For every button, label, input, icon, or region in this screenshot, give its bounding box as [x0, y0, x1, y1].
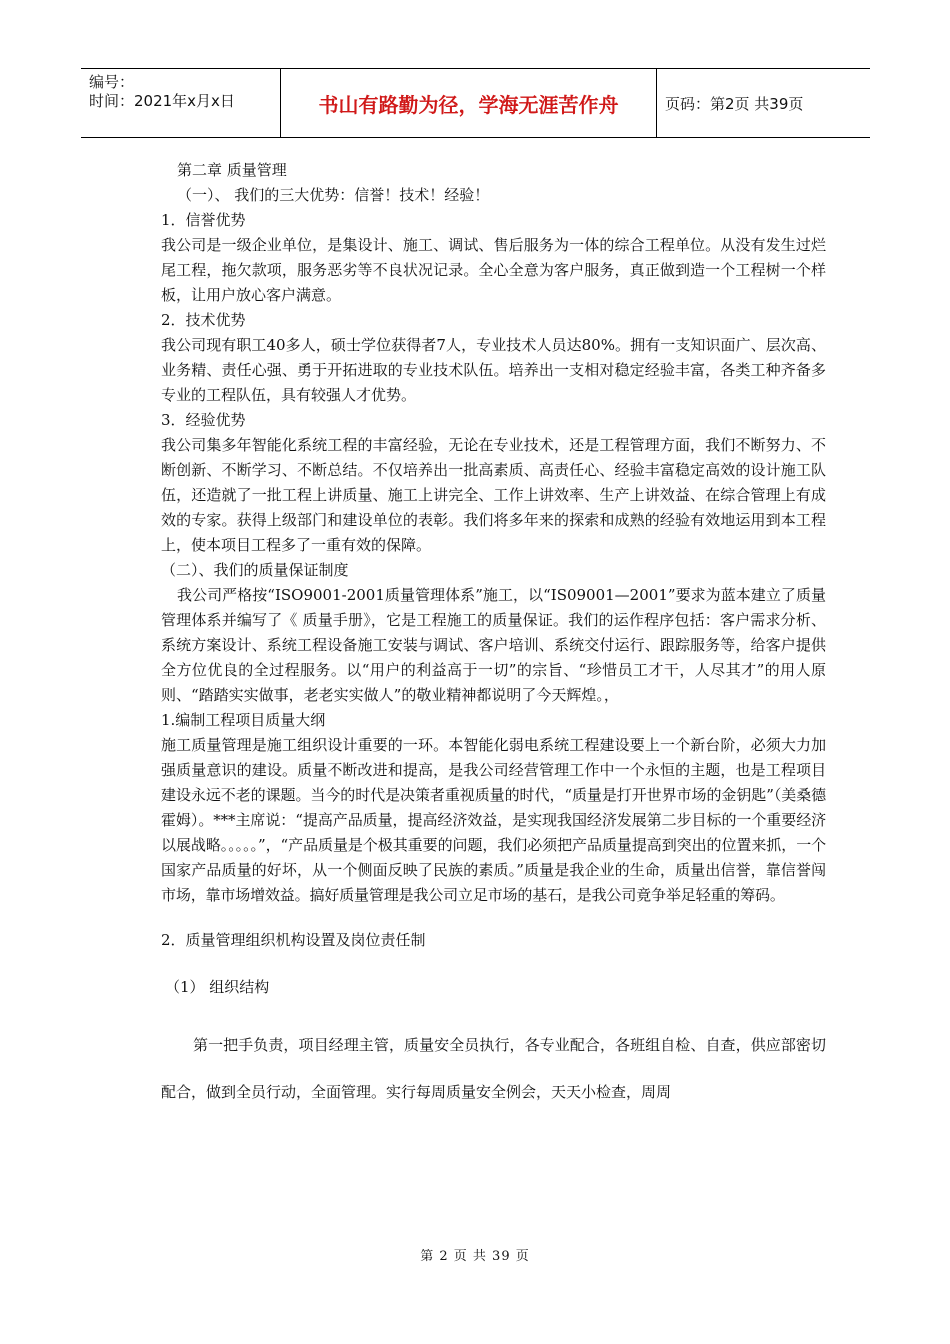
paragraph-quality-outline: 施工质量管理是施工组织设计重要的一环。本智能化弱电系统工程建设要上一个新台阶，必须大力加强质量意识的建设。质量不断改进和提高，是我公司经营管理工作中一个永恒的主题，也是工程项目建设永远不老的课题。当今的时代是决策者重视质量的时代，“质量是打开世界市场的金钥匙”（美桑德霍姆）。***主席说：“提高产品质量，提高经济效益，是实现我国经济发展第二步目标的一个重要经济以展战略。。。。。”，“产品质量是个极其重要的问题，我们必须把产品质量提高到突出的位置来抓，一个国家产品质量的好坏，从一个侧面反映了民族的素质。”质量是我企业的生命，质量出信誉，靠信誉闯市场，靠市场增效益。搞好质量管理是我公司立足市场的基石，是我公司竟争举足轻重的筹码。	[161, 736, 826, 904]
subsection-heading-structure: （1） 组织结构	[165, 978, 270, 996]
document-body	[161, 158, 826, 1116]
paragraph-technology: 我公司现有职工40多人，硕士学位获得者7人，专业技术人员达80%。拥有一支知识面广、层次高、业务精、责任心强、勇于开拓进取的专业技术队伍。培养出一支相对稳定经验丰富，各类工种齐备多专业的工程队伍，具有较强人才优势。	[161, 336, 826, 404]
section-heading-advantages: （一）、 我们的三大优势：信誉！技术！经验！	[177, 186, 490, 204]
section-heading-organization: 2．质量管理组织机构设置及岗位责任制	[161, 931, 426, 949]
header-meta	[81, 69, 281, 137]
item-heading-experience: 3．经验优势	[161, 411, 246, 429]
document-number-label: 编号：	[89, 73, 135, 91]
chapter-title: 第二章 质量管理	[177, 161, 287, 179]
document-time-label: 时间：2021年x月x日	[89, 92, 235, 110]
header-motto: 书山有路勤为径，学海无涯苦作舟	[281, 69, 657, 137]
paragraph-quality-system: 我公司严格按“ISO9001-2001质量管理体系”施工，以“IS09001—2001”要求为蓝本建立了质量管理体系并编写了《 质量手册》，它是工程施工的质量保证。我们的运作程序包括：客户需求分析、系统方案设计、系统工程设备施工安装与调试、客户培训、系统交付运行、跟踪服务等，给客户提供全方位优良的全过程服务。以“用户的利益高于一切”的宗旨、“珍惜员工才干，人尽其才”的用人原则、“踏踏实实做事，老老实实做人”的敬业精神都说明了今天辉煌。，	[161, 586, 826, 704]
paragraph-experience: 我公司集多年智能化系统工程的丰富经验，无论在专业技术，还是工程管理方面，我们不断努力、不断创新、不断学习、不断总结。不仅培养出一批高素质、高责任心、经验丰富稳定高效的设计施工队伍，还造就了一批工程上讲质量、施工上讲完全、工作上讲效率、生产上讲效益、在综合管理上有成效的专家。获得上级部门和建设单位的表彰。我们将多年来的探索和成熟的经验有效地运用到本工程上，使本项目工程多了一重有效的保障。	[161, 436, 826, 554]
header-page-info: 页码：第2页 共39页	[665, 94, 804, 113]
item-heading-reputation: 1．信誉优势	[161, 211, 246, 229]
paragraph-structure: 第一把手负责，项目经理主管，质量安全员执行，各专业配合，各班组自检、自查，供应部密切配合，做到全员行动，全面管理。实行每周质量安全例会，天天小检查，周周	[161, 1036, 826, 1101]
item-heading-technology: 2．技术优势	[161, 311, 246, 329]
section-heading-quality-system: （二）、我们的质量保证制度	[161, 561, 349, 579]
page-footer: 第 2 页 共 39 页	[420, 1249, 530, 1264]
page-header	[81, 68, 870, 138]
paragraph-reputation: 我公司是一级企业单位，是集设计、施工、调试、售后服务为一体的综合工程单位。从没有发生过烂尾工程，拖欠款项，服务恶劣等不良状况记录。全心全意为客户服务，真正做到造一个工程树一个样板，让用户放心客户满意。	[161, 236, 826, 304]
item-heading-quality-outline: 1.编制工程项目质量大纲	[161, 711, 326, 729]
